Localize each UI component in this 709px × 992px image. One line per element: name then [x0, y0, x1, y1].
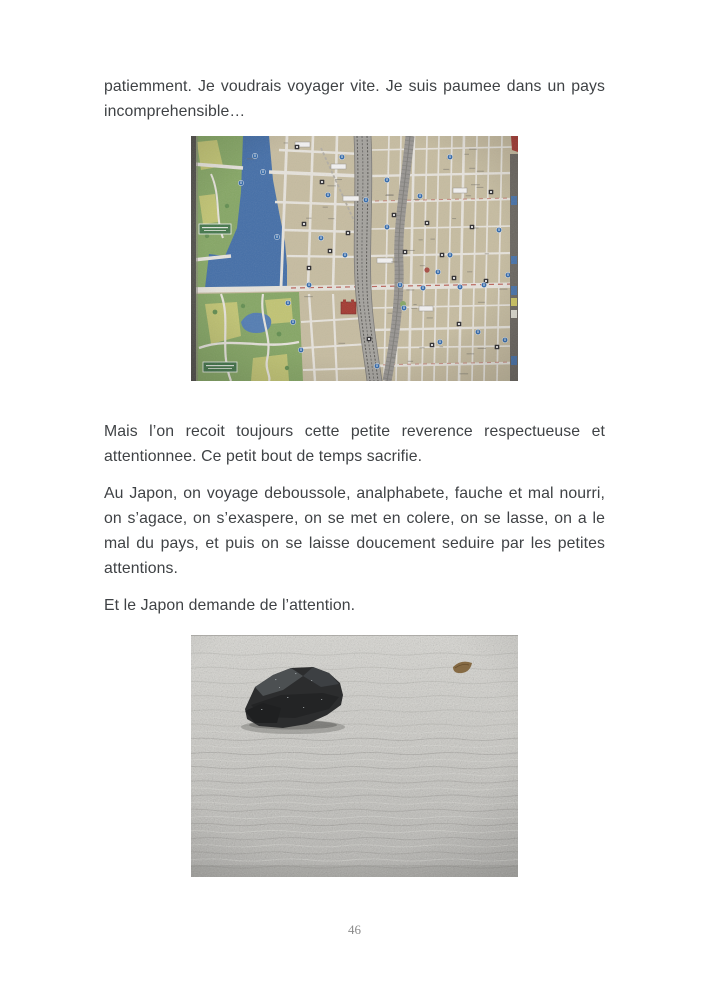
zen-garden-photo	[191, 635, 518, 877]
page-number: 46	[348, 922, 361, 937]
body-paragraph: Et le Japon demande de l’attention.	[104, 597, 356, 614]
page-footer	[0, 921, 709, 939]
body-paragraph: patiemment. Je voudrais voyager vite. Je suis paumee dans un pays incomprehensible…	[104, 78, 605, 120]
garden-vignette	[191, 635, 518, 877]
city-map-illustration	[191, 136, 518, 381]
map-photo-vignette	[191, 136, 518, 381]
body-paragraph: Au Japon, on voyage deboussole, analphabete, fauche et mal nourri, on s’agace, on s’exaspere, on se met en colere, on se lasse, on a le mal du pays, et puis on se laisse doucement seduire par les petites attentions.	[104, 485, 605, 577]
city-map-photo	[191, 136, 518, 381]
body-paragraph: Mais l’on recoit toujours cette petite reverence respectueuse et attentionnee. Ce petit bout de temps sacrifie.	[104, 423, 605, 465]
garden-top-edge	[191, 635, 518, 636]
zen-garden-illustration	[191, 635, 518, 877]
